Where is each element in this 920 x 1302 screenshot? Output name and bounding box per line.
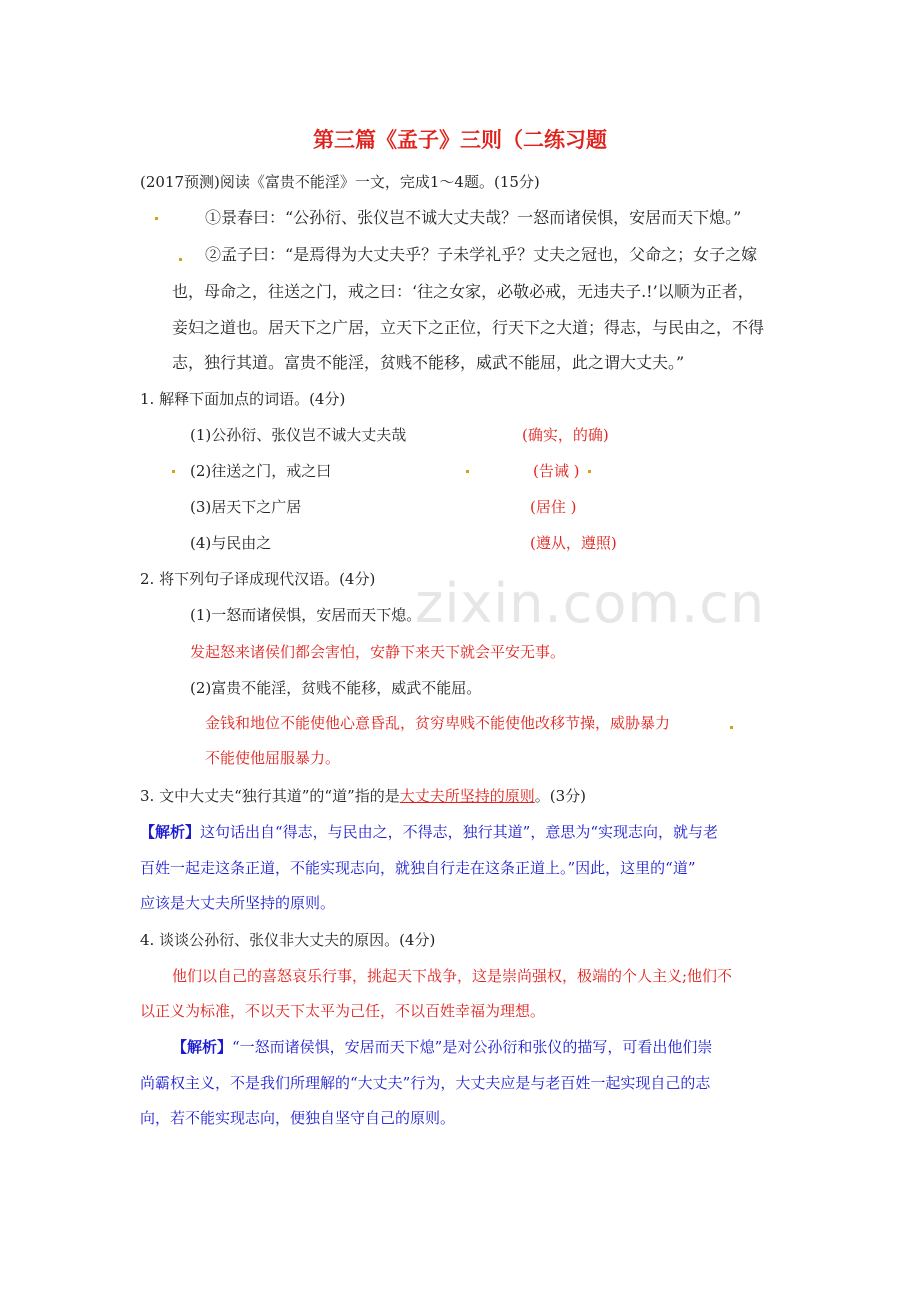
question-2-answer-2-line-2: 不能使他屈服暴力。 — [205, 749, 341, 767]
watermark: zixin.com.cn — [415, 572, 766, 635]
question-1-answer-3: (居住 ) — [530, 498, 577, 516]
question-2-answer-2-line-1: 金钱和地位不能使他心意昏乱，贫穷卑贱不能使他改移节操，威胁暴力 — [205, 714, 671, 732]
question-1-item-4: (4)与民由之 — [190, 534, 272, 552]
question-2-sentence-2: (2)富贵不能淫，贫贱不能移，威武不能屈。 — [190, 679, 482, 697]
passage-paragraph-2-line-3: 妾妇之道也。居天下之广居，立天下之正位，行天下之大道；得志，与民由之，不得 — [172, 318, 765, 337]
question-4-stem: 4. 谈谈公孙衍、张仪非大丈夫的原因。(4分) — [140, 931, 436, 949]
passage-paragraph-2-line-1: ②孟子曰：“是焉得为大丈夫乎？子未学礼乎？丈夫之冠也，父命之；女子之嫁 — [205, 245, 758, 264]
question-2-sentence-1: (1)一怒而诸侯惧，安居而天下熄。 — [190, 606, 422, 624]
page-title: 第三篇《孟子》三则（二练习题 — [313, 128, 607, 152]
decorative-dot — [172, 470, 175, 473]
question-1-item-3: (3)居天下之广居 — [190, 498, 302, 516]
question-3-analysis-line-3: 应该是大丈夫所坚持的原则。 — [140, 894, 336, 912]
question-1-stem: 1. 解释下面加点的词语。(4分) — [140, 390, 346, 408]
question-1-answer-2: (告诫 ) — [533, 462, 580, 480]
passage-paragraph-2-line-4: 志，独行其道。富贵不能淫，贫贱不能移，威武不能屈，此之谓大丈夫。” — [172, 353, 685, 372]
question-2-answer-1: 发起怒来诸侯们都会害怕，安静下来天下就会平安无事。 — [190, 643, 566, 661]
decorative-dot — [730, 726, 733, 729]
question-4-analysis-line-3: 向，若不能实现志向，便独自坚守自己的原则。 — [140, 1109, 456, 1127]
decorative-dot — [179, 258, 182, 261]
question-1-answer-4: (遵从，遵照) — [530, 534, 617, 552]
question-3-stem-suffix: 。(3分) — [534, 787, 587, 805]
question-3-answer: 大丈夫所坚持的原则 — [399, 787, 535, 805]
question-4-answer-line-1: 他们以自己的喜怒哀乐行事，挑起天下战争，这是崇尚强权，极端的个人主义;他们不 — [172, 967, 733, 985]
analysis-tag: 【解析】 — [172, 1038, 233, 1056]
question-3-stem — [140, 785, 586, 806]
passage-paragraph-1: ①景春曰：“公孙衍、张仪岂不诚大丈夫哉？一怒而诸侯惧，安居而天下熄。” — [205, 208, 742, 227]
decorative-dot — [466, 470, 469, 473]
intro-text: (2017预测)阅读《富贵不能淫》一文，完成1～4题。(15分) — [140, 173, 540, 191]
question-1-item-2: (2)往送之门，戒之曰 — [190, 462, 332, 480]
question-4-analysis-text: “一怒而诸侯惧，安居而天下熄”是对公孙衍和张仪的描写，可看出他们崇 — [232, 1038, 713, 1056]
passage-paragraph-2-line-2: 也，母命之，往送之门，戒之曰：‘往之女家，必敬必戒，无违夫子.!’以顺为正者， — [172, 282, 754, 301]
question-3-analysis-line-1 — [140, 821, 718, 842]
analysis-tag: 【解析】 — [140, 823, 201, 841]
question-1-item-1: (1)公孙衍、张仪岂不诚大丈夫哉 — [190, 426, 407, 444]
decorative-dot — [155, 217, 158, 220]
question-3-analysis-line-2: 百姓一起走这条正道，不能实现志向，就独自行走在这条正道上。”因此，这里的“道” — [140, 859, 696, 877]
question-3-stem-prefix: 3. 文中大丈夫“独行其道”的“道”指的是 — [140, 787, 400, 805]
question-4-answer-line-2: 以正义为标准，不以天下太平为己任，不以百姓幸福为理想。 — [140, 1002, 546, 1020]
decorative-dot — [588, 470, 591, 473]
question-2-stem: 2. 将下列句子译成现代汉语。(4分) — [140, 570, 376, 588]
question-3-analysis-text: 这句话出自“得志，与民由之，不得志，独行其道”，意思为“实现志向，就与老 — [200, 823, 719, 841]
question-1-answer-1: (确实，的确) — [522, 426, 609, 444]
question-4-analysis-line-1 — [172, 1036, 712, 1057]
question-4-analysis-line-2: 尚霸权主义，不是我们所理解的“大丈夫”行为，大丈夫应是与老百姓一起实现自己的志 — [140, 1074, 711, 1092]
